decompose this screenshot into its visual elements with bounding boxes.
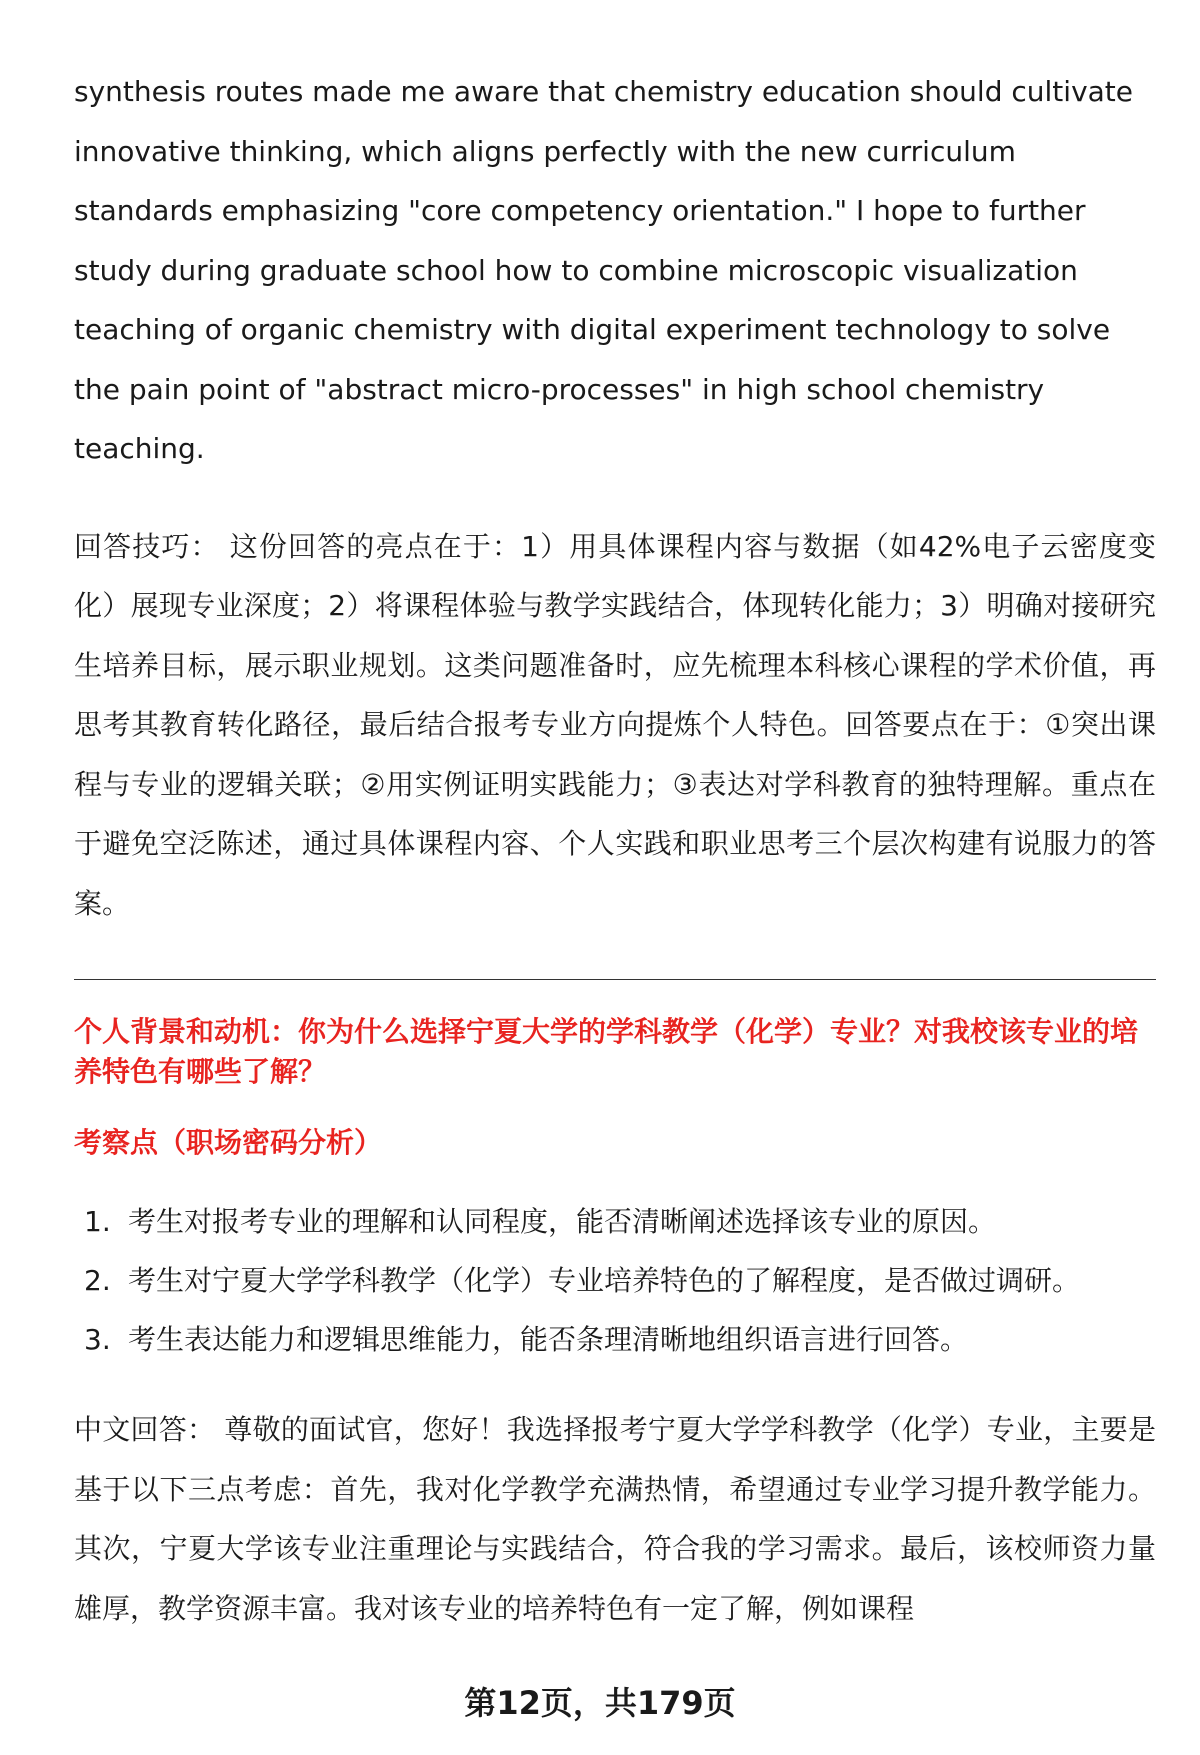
list-item [84, 1310, 1080, 1369]
assessment-points-title: 考察点（职场密码分析） [74, 1126, 383, 1159]
list-item-text: 考生对报考专业的理解和认同程度，能否清晰阐述选择该专业的原因。 [128, 1205, 997, 1238]
english-answer-paragraph: synthesis routes made me aware that chemistry education should cultivate innovative thinking, which aligns perfectly with the new curriculum standards emphasizing "core competency orientation." I hope to further study during graduate school how to combine microscopic visualization teaching of organic chemistry with digital experiment technology to solve the pain point of "abstract micro-processes" in high school chemistry teaching. [74, 75, 1133, 465]
list-item [84, 1192, 1080, 1251]
list-item-number: 1. [84, 1205, 111, 1238]
list-item-number: 3. [84, 1323, 111, 1356]
page-number-footer: 第12页，共179页 [464, 1684, 736, 1722]
chinese-answer [74, 1400, 1156, 1638]
chinese-answer-paragraph: 中文回答： 尊敬的面试官，您好！我选择报考宁夏大学学科教学（化学）专业，主要是基于以下三点考虑：首先，我对化学教学充满热情，希望通过专业学习提升教学能力。其次，宁夏大学该专业注重理论与实践结合，符合我的学习需求。最后，该校师资力量雄厚，教学资源丰富。我对该专业的培养特色有一定了解，例如课程 [74, 1413, 1156, 1625]
list-item-number: 2. [84, 1264, 111, 1297]
section-divider [74, 979, 1156, 980]
question-title: 个人背景和动机：你为什么选择宁夏大学的学科教学（化学）专业？对我校该专业的培养特色有哪些了解？ [74, 1015, 1139, 1088]
assessment-points-list [84, 1192, 1080, 1369]
list-item-text: 考生表达能力和逻辑思维能力，能否条理清晰地组织语言进行回答。 [128, 1323, 969, 1356]
list-item [84, 1251, 1080, 1310]
list-item-text: 考生对宁夏大学学科教学（化学）专业培养特色的了解程度，是否做过调研。 [128, 1264, 1081, 1297]
answer-tips-paragraph: 回答技巧： 这份回答的亮点在于：1）用具体课程内容与数据（如42%电子云密度变化）展现专业深度；2）将课程体验与教学实践结合，体现转化能力；3）明确对接研究生培养目标，展示职业规划。这类问题准备时，应先梳理本科核心课程的学术价值，再思考其教育转化路径，最后结合报考专业方向提炼个人特色。回答要点在于：①突出课程与专业的逻辑关联；②用实例证明实践能力；③表达对学科教育的独特理解。重点在于避免空泛陈述，通过具体课程内容、个人实践和职业思考三个层次构建有说服力的答案。 [74, 529, 1156, 920]
page-body [74, 62, 1156, 933]
